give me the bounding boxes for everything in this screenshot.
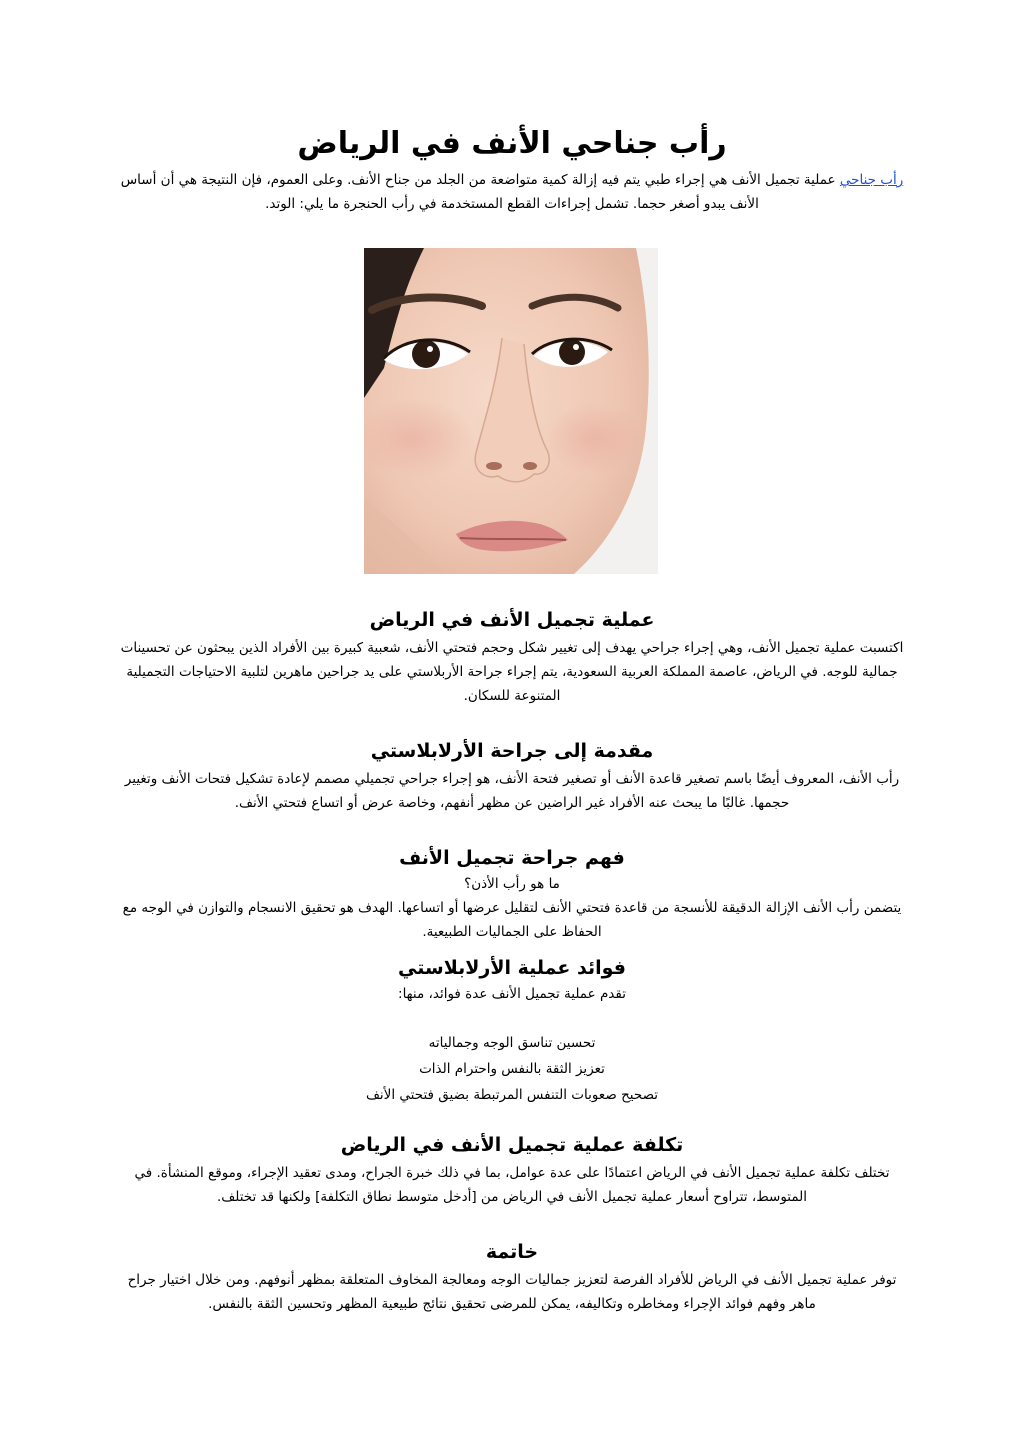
section-heading: فوائد عملية الأرلابلاستي [398,957,626,979]
section-cost [120,1131,904,1209]
section-heading: عملية تجميل الأنف في الرياض [369,609,655,631]
section-intro-surgery [120,737,904,815]
intro-paragraph [120,168,904,216]
section-body: تختلف تكلفة عملية تجميل الأنف في الرياض اعتمادًا على عدة عوامل، بما في ذلك خبرة الجراح، ومدى تعقيد الإجراء، وموقع المنشأة. في المتوسط، تتراوح أسعار عملية تجميل الأنف في الرياض من [أدخل متوسط نطاق التكلفة] ولكنها قد تختلف. [134,1165,890,1205]
section-body: يتضمن رأب الأنف الإزالة الدقيقة للأنسجة من قاعدة فتحتي الأنف لتقليل عرضها أو اتساعها. الهدف هو تحقيق الانسجام والتوازن في الوجه مع الحفاظ على الجماليات الطبيعية. [122,900,902,940]
section-heading: خاتمة [485,1241,539,1263]
face-illustration [364,248,658,574]
section-body: اكتسبت عملية تجميل الأنف، وهي إجراء جراحي يهدف إلى تغيير شكل وحجم فتحتي الأنف، شعبية كبيرة بين الأفراد الذين يبحثون عن تحسينات جمالية للوجه. في الرياض، عاصمة المملكة العربية السعودية، يتم إجراء جراحة الأربلاستي على يد جراحين ماهرين لتلبية الاحتياجات التجميلية المتنوعة للسكان. [120,640,904,704]
section-lead: تقدم عملية تجميل الأنف عدة فوائد، منها: [398,986,626,1002]
benefits-list [120,1030,904,1108]
face-photo [364,248,658,574]
section-understanding [120,844,904,944]
section-body: توفر عملية تجميل الأنف في الرياض للأفراد الفرصة لتعزيز جماليات الوجه ومعالجة المخاوف المتعلقة بمظهر أنوفهم. ومن خلال اختيار جراح ماهر وفهم فوائد الإجراء ومخاطره وتكاليفه، يمكن للمرضى تحقيق نتائج طبيعية المظهر وتحسين الثقة بالنفس. [127,1272,897,1312]
section-heading: فهم جراحة تجميل الأنف [399,847,625,869]
intro-section [120,168,904,216]
section-question: ما هو رأب الأذن؟ [464,876,560,892]
intro-text: عملية تجميل الأنف هي إجراء طبي يتم فيه إزالة كمية متواضعة من الجلد من جناح الأنف. وعلى العموم، فإن النتيجة هي أن أساس الأنف يبدو أصغر حجما. تشمل إجراءات القطع المستخدمة في رأب الحنجرة ما يلي: الوتد. [120,172,840,212]
section-benefits [120,954,904,1108]
section-riyadh [120,606,904,708]
intro-link[interactable]: رأب جناحي [839,172,904,188]
list-item: تحسين تناسق الوجه وجمالياته [428,1035,596,1051]
list-item: تصحيح صعوبات التنفس المرتبطة بضيق فتحتي الأنف [365,1087,659,1103]
section-heading: تكلفة عملية تجميل الأنف في الرياض [340,1134,684,1156]
section-body: رأب الأنف، المعروف أيضًا باسم تصغير قاعدة الأنف أو تصغير فتحة الأنف، هو إجراء جراحي تجميلي مصمم لإعادة تشكيل فتحات الأنف وتغيير حجمها. غالبًا ما يبحث عنه الأفراد غير الراضين عن مظهر أنفهم، وخاصة عرض أو اتساع فتحتي الأنف. [124,771,900,811]
page-title: رأب جناحي الأنف في الرياض [297,126,727,161]
section-conclusion [120,1238,904,1316]
list-item: تعزيز الثقة بالنفس واحترام الذات [419,1061,605,1077]
section-heading: مقدمة إلى جراحة الأرلابلاستي [370,740,654,762]
